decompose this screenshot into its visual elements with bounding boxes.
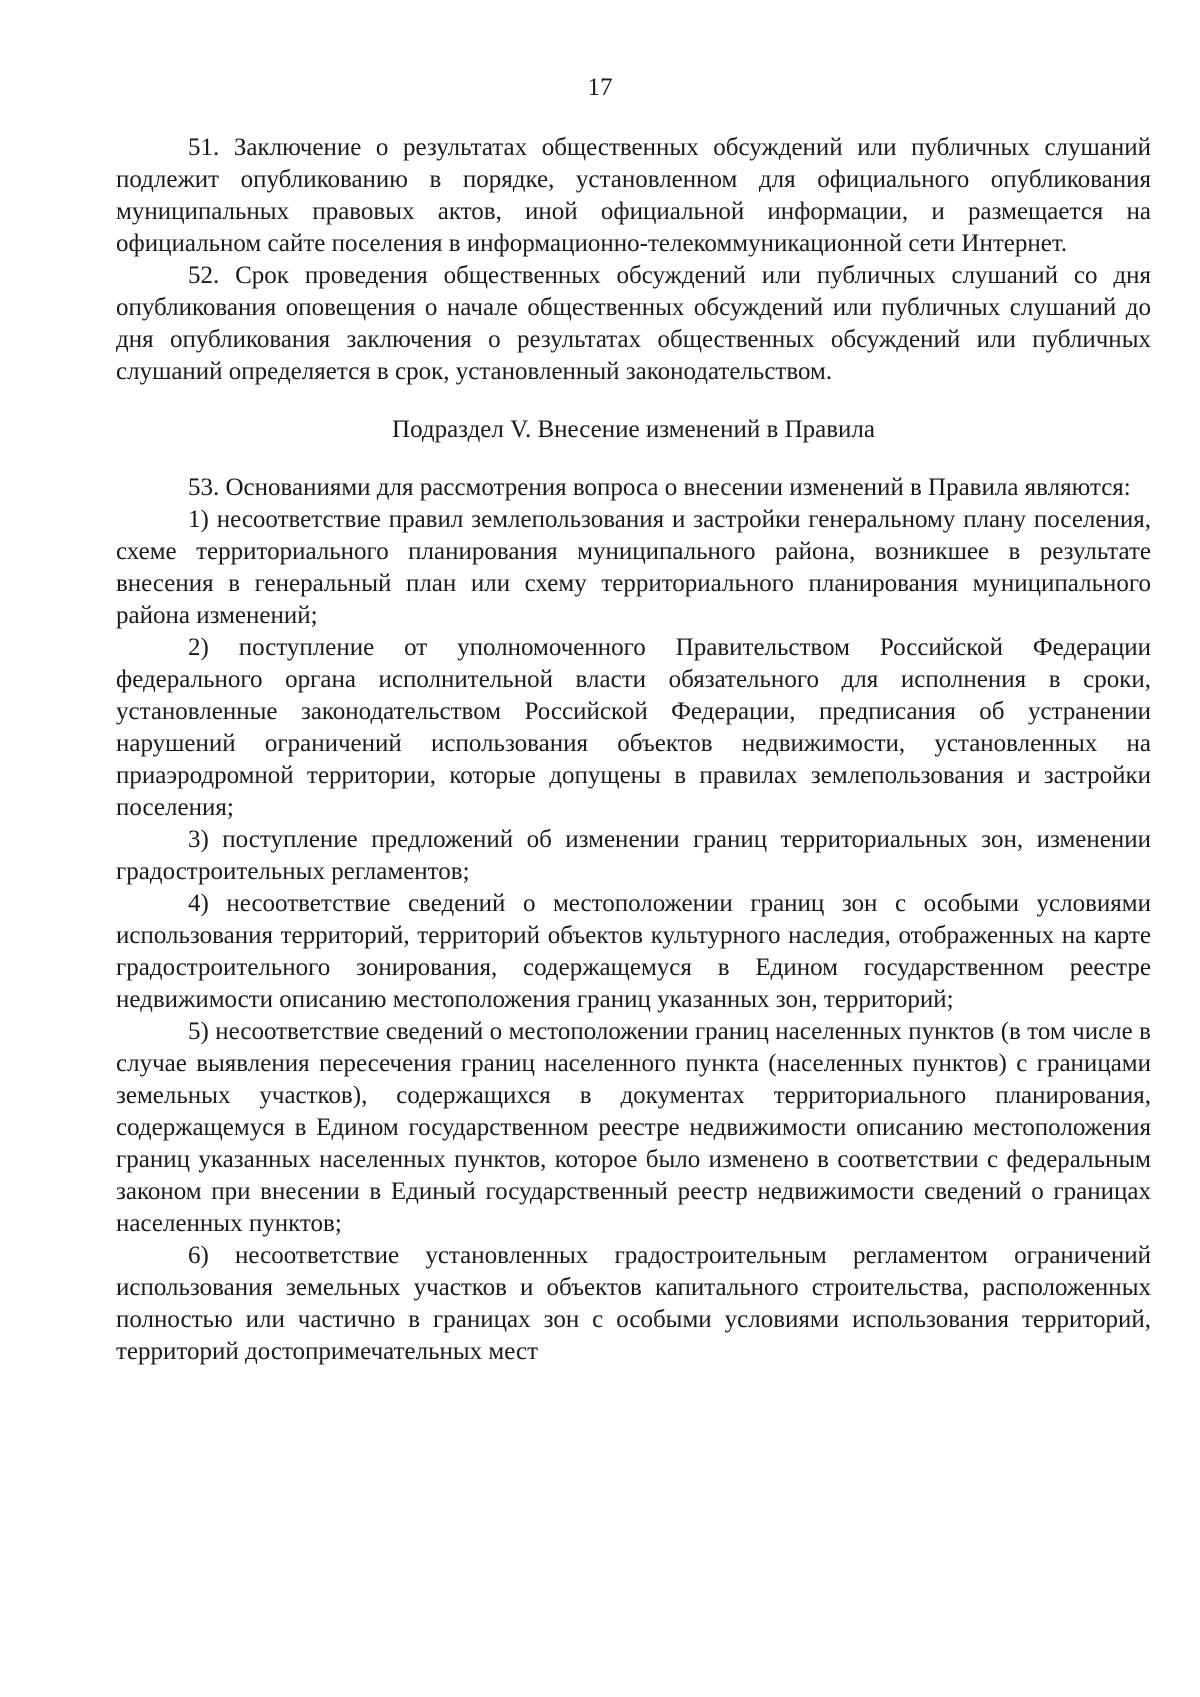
- paragraph-51: 51. Заключение о результатах общественных обсуждений или публичных слушаний подлежит опубликованию в порядке, установленном для официального опубликования муниципальных правовых актов, иной официальной информации, и размещается на официальном сайте поселения в информационно-телекоммуникационной сети Интернет.: [116, 134, 1151, 257]
- page-number: 17: [587, 74, 613, 101]
- document-body: [116, 132, 1151, 1368]
- list-item-5: 5) несоответствие сведений о местоположении границ населенных пунктов (в том числе в случае выявления пересечения границ населенного пункта (населенных пунктов) с границами земельных участков), содержащихся в документах территориального планирования, содержащемуся в Едином государственном реестре недвижимости описанию местоположения границ указанных населенных пунктов, которое было изменено в соответствии с федеральным законом при внесении в Единый государственный реестр недвижимости сведений о границах населенных пунктов;: [116, 1018, 1151, 1237]
- paragraph-53: 53. Основаниями для рассмотрения вопроса о внесении изменений в Правила являются:: [188, 474, 1131, 501]
- list-item-2: 2) поступление от уполномоченного Правительством Российской Федерации федерального органа исполнительной власти обязательного для исполнения в сроки, установленные законодательством Российской Федерации, предписания об устранении нарушений ограничений использования объектов недвижимости, установленных на приаэродромной территории, которые допущены в правилах землепользования и застройки поселения;: [116, 634, 1151, 821]
- list-item-6: 6) несоответствие установленных градостроительным регламентом ограничений использования земельных участков и объектов капитального строительства, расположенных полностью или частично в границах зон с особыми условиями использования территорий, территорий достопримечательных мест: [116, 1242, 1151, 1365]
- list-item-4: 4) несоответствие сведений о местоположении границ зон с особыми условиями использования территорий, территорий объектов культурного наследия, отображенных на карте градостроительного зонирования, содержащемуся в Едином государственном реестре недвижимости описанию местоположения границ указанных зон, территорий;: [116, 890, 1151, 1013]
- paragraph-52: 52. Срок проведения общественных обсуждений или публичных слушаний со дня опубликования оповещения о начале общественных обсуждений или публичных слушаний до дня опубликования заключения о результатах общественных обсуждений или публичных слушаний определяется в срок, установленный законодательством.: [116, 262, 1151, 385]
- subsection-heading: Подраздел V. Внесение изменений в Правила: [392, 416, 875, 443]
- list-item-3: 3) поступление предложений об изменении границ территориальных зон, изменении градостроительных регламентов;: [116, 826, 1151, 885]
- list-item-1: 1) несоответствие правил землепользования и застройки генеральному плану поселения, схеме территориального планирования муниципального района, возникшее в результате внесения в генеральный план или схему территориального планирования муниципального района изменений;: [116, 506, 1151, 629]
